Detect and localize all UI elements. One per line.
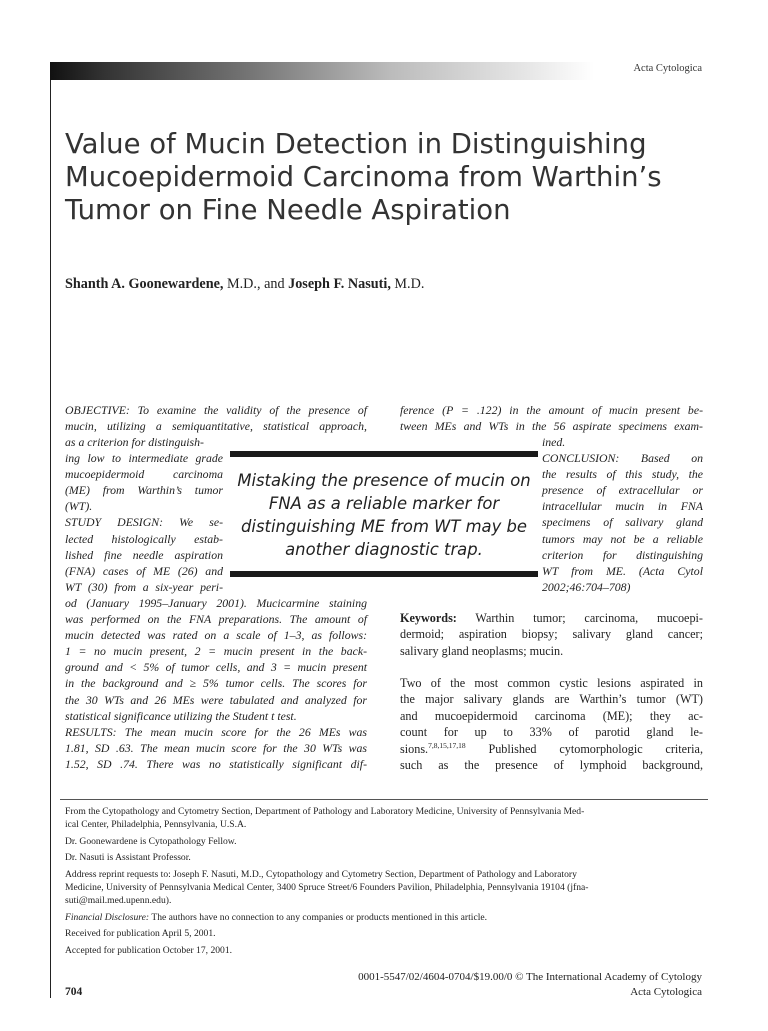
abstract-line: tween MEs and WTs in the 56 aspirate specimens exam-	[400, 419, 703, 434]
abstract-line: the results of this study, the	[542, 467, 703, 482]
page-number: 704	[65, 986, 83, 998]
pull-quote-line: Mistaking the presence of mucin on	[237, 471, 531, 490]
keywords-text: Warthin tumor; carcinoma, mucoepi-	[456, 611, 703, 625]
abstract-line: specimens of salivary gland	[542, 515, 703, 530]
body-line: such as the presence of lymphoid background,	[400, 757, 703, 772]
abstract-line: in the background and ≥ 5% tumor cells. The scores for	[65, 676, 367, 691]
abstract-line: OBJECTIVE: To examine the validity of the presence of	[65, 403, 367, 417]
footnote-line: ical Center, Philadelphia, Pennsylvania, U.S.A.	[65, 818, 247, 830]
footnote-line: Address reprint requests to: Joseph F. Nasuti, M.D., Cytopathology and Cytometry Section, Department of Pathology and Laboratory	[65, 869, 577, 881]
abstract-line: mucoepidermoid carcinoma	[65, 467, 223, 482]
pull-quote-line: FNA as a reliable marker for	[268, 494, 500, 513]
abstract-line: intracellular mucin in FNA	[542, 499, 703, 514]
body-text: sions.	[400, 741, 429, 756]
article-title	[65, 128, 725, 227]
author-1-degree: M.D.,	[223, 276, 261, 292]
title-line: Value of Mucin Detection in Distinguishing	[65, 128, 647, 160]
footnote-line: Dr. Goonewardene is Cytopathology Fellow.	[65, 835, 237, 847]
running-header-journal: Acta Cytologica	[633, 63, 702, 74]
financial-disclosure-label: Financial Disclosure:	[65, 911, 150, 923]
reference-superscript: 7,8,15,17,18	[428, 740, 466, 750]
author-connector: and	[260, 276, 289, 292]
body-line: the major salivary glands are Warthin’s tumor (WT)	[400, 692, 703, 707]
keywords-text: dermoid; aspiration biopsy; salivary gland cancer;	[400, 627, 703, 642]
abstract-line: statistical significance utilizing the Student t test.	[65, 708, 297, 723]
abstract-line: (ME) from Warthin’s tumor	[65, 483, 223, 498]
author-2-name: Joseph F. Nasuti,	[288, 276, 391, 292]
abstract-line: CONCLUSION: Based on	[542, 451, 703, 466]
title-line: Mucoepidermoid Carcinoma from Warthin’s	[65, 161, 662, 193]
abstract-line: lished fine needle aspiration	[65, 547, 223, 562]
pull-quote-text	[230, 457, 538, 561]
abstract-line: ing low to intermediate grade	[65, 451, 223, 466]
abstract-line: as a criterion for distinguish-	[65, 435, 204, 449]
abstract-left-top	[65, 402, 367, 434]
abstract-line: was performed on the FNA preparations. The amount of	[65, 612, 367, 627]
copyright-line: 0001-5547/02/4604-0704/$19.00/0 © The International Academy of Cytology	[358, 971, 702, 983]
keywords-label: Keywords:	[400, 611, 457, 625]
abstract-line: ground and < 5% of tumor cells, and 3 = mucin present	[65, 660, 367, 675]
footnotes	[65, 806, 705, 958]
abstract-line: od (January 1995–January 2001). Mucicarmine staining	[65, 596, 367, 610]
keywords-block	[400, 610, 703, 659]
pull-quote-line: distinguishing ME from WT may be	[241, 517, 527, 536]
abstract-line: RESULTS: The mean mucin score for the 26 MEs was	[65, 724, 367, 739]
body-line: count for up to 33% of parotid gland le-	[400, 725, 703, 740]
abstract-left-narrow	[65, 434, 223, 595]
left-margin-rule	[50, 80, 51, 998]
title-line: Tumor on Fine Needle Aspiration	[65, 194, 511, 226]
abstract-right-top	[400, 402, 703, 434]
abstract-line: WT from ME. (Acta Cytol	[542, 563, 703, 578]
abstract-line: criterion for distinguishing	[542, 547, 703, 562]
abstract-line: (WT).	[65, 499, 93, 514]
abstract-line: tumors may not be a reliable	[542, 531, 703, 546]
body-line: and mucoepidermoid carcinoma (ME); they ac-	[400, 708, 703, 723]
body-intro	[400, 675, 703, 773]
footnote-divider	[60, 799, 708, 800]
header-gradient-bar	[50, 62, 730, 80]
accepted-date: Accepted for publication October 17, 2001.	[65, 945, 233, 957]
footnote-line: Dr. Nasuti is Assistant Professor.	[65, 852, 191, 864]
footnote-line: suti@mail.med.upenn.edu).	[65, 894, 172, 906]
abstract-line: ined.	[542, 435, 566, 449]
author-line	[65, 276, 424, 293]
pull-quote-line: another diagnostic trap.	[285, 540, 483, 559]
pull-quote-box	[230, 451, 538, 577]
author-1-name: Shanth A. Goonewardene,	[65, 276, 224, 292]
running-footer-journal: Acta Cytologica	[630, 986, 702, 998]
abstract-line: 1.52, SD .74. There was no statistically significant dif-	[65, 756, 367, 771]
abstract-left-bottom	[65, 595, 367, 772]
keywords-text: salivary gland neoplasms; mucin.	[400, 643, 564, 658]
abstract-line: lected histologically estab-	[65, 531, 223, 546]
abstract-line: WT (30) from a six-year peri-	[65, 579, 223, 594]
received-date: Received for publication April 5, 2001.	[65, 928, 216, 940]
abstract-line: 2002;46:704–708)	[542, 579, 631, 594]
body-text: Published cytomorphologic criteria,	[465, 741, 703, 756]
footnote-line: From the Cytopathology and Cytometry Section, Department of Pathology and Laboratory Medicine, University of Pennsylvania Med-	[65, 806, 585, 817]
abstract-line: mucin, utilizing a semiquantitative, statistical approach,	[65, 419, 367, 434]
financial-disclosure-text: The authors have no connection to any companies or products mentioned in this article.	[149, 911, 488, 923]
abstract-line: ference (P = .122) in the amount of mucin present be-	[400, 403, 703, 417]
abstract-line: presence of extracellular or	[542, 483, 703, 498]
abstract-line: STUDY DESIGN: We se-	[65, 515, 223, 530]
author-2-degree: M.D.	[390, 276, 425, 292]
abstract-right-narrow	[542, 434, 703, 595]
abstract-line: 1.81, SD .63. The mean mucin score for the 30 WTs was	[65, 740, 367, 755]
abstract-line: mucin detected was rated on a scale of 1–3, as follows:	[65, 628, 367, 643]
abstract-line: (FNA) cases of ME (26) and	[65, 563, 223, 578]
abstract-line: 1 = no mucin present, 2 = mucin present in the back-	[65, 644, 367, 659]
footnote-line: Medicine, University of Pennsylvania Medical Center, 3400 Spruce Street/6 Founders Pavilion, Philadelphia, Pennsylvania 19104 (jfna-	[65, 881, 589, 893]
body-line: Two of the most common cystic lesions aspirated in	[400, 676, 703, 690]
abstract-line: the 30 WTs and 26 MEs were tabulated and analyzed for	[65, 692, 367, 707]
